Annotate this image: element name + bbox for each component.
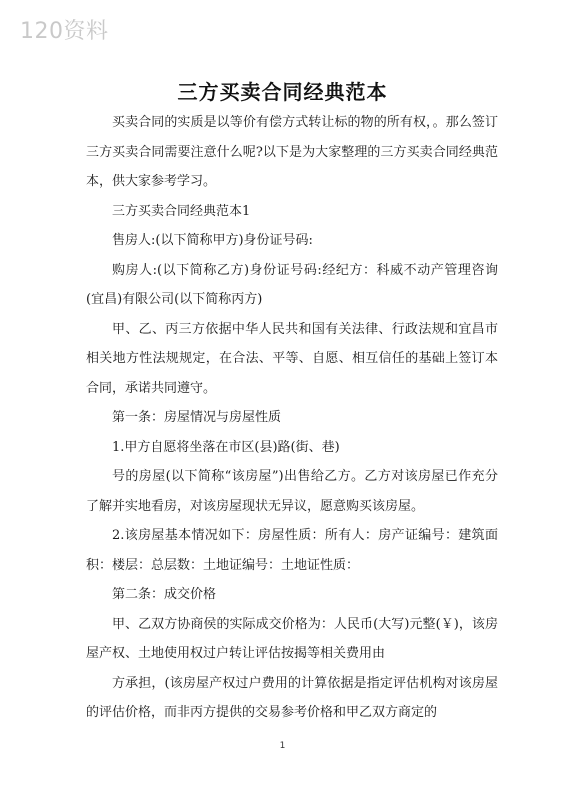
page-number: 1 [279,741,286,751]
paragraph-basis: 甲、乙、丙三方依据中华人民共和国有关法律、行政法规和宜昌市相关地方性法规规定，在合法、平等、自愿、相互信任的基础上签订本合同，承诺共同遵守。 [86,321,498,396]
paragraph-buyer: 购房人:(以下简称乙方)身份证号码:经纪方：科威不动产管理咨询(宜昌)有限公司(以下简称丙方) [86,262,498,307]
document-title: 三方买卖合同经典范本 [177,80,388,104]
paragraph-intro: 买卖合同的实质是以等价有偿方式转让标的物的所有权，。那么签订三方买卖合同需要注意什么呢?以下是为大家整理的三方买卖合同经典范本，供大家参考学习。 [86,115,498,189]
paragraph-sample-heading: 三方买卖合同经典范本1 [112,203,251,219]
document-body [86,108,498,728]
watermark-logo: 120资料 [20,19,109,44]
paragraph-article-1-item-1-cont: 号的房屋(以下简称“该房屋”)出售给乙方。乙方对该房屋已作充分了解并实地看房，对该房屋现状无异议，愿意购买该房屋。 [86,469,498,514]
paragraph-article-1-heading: 第一条：房屋情况与房屋性质 [112,410,282,425]
paragraph-article-2-heading: 第二条：成交价格 [112,587,217,602]
paragraph-article-2-price: 甲、乙双方协商侯的实际成交价格为：人民币(大写)元整(￥)，该房屋产权、土地使用权过户转让评估按揭等相关费用由 [86,616,498,661]
paragraph-article-1-item-1: 1.甲方自愿将坐落在市区(县)路(街、巷) [112,439,340,455]
paragraph-article-1-item-2: 2.该房屋基本情况如下：房屋性质：所有人：房产证编号：建筑面积：楼层：总层数：土地证编号：土地证性质： [86,528,498,573]
paragraph-article-2-fees: 方承担，(该房屋产权过户费用的计算依据是指定评估机构对该房屋的评估价格，而非丙方提供的交易参考价格和甲乙双方商定的 [86,675,498,720]
paragraph-seller: 售房人:(以下简称甲方)身份证号码: [112,233,313,248]
